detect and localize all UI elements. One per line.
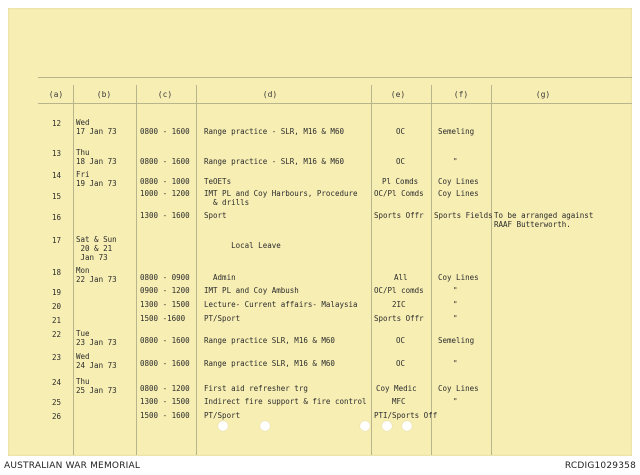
activity-cell: First aid refresher trg [204,384,308,393]
document-page [8,8,632,456]
row-number: 16 [52,213,62,222]
column-header: (g) [535,90,551,99]
column-rule [73,85,74,455]
day-date: Wed 17 Jan 73 [76,118,117,136]
time-cell: 0800 - 1600 [140,336,190,345]
activity-cell: Sport [204,211,227,220]
conducted-by-cell: OC [396,157,406,166]
day-date: Thu 18 Jan 73 [76,148,117,166]
conducted-by-cell: OC [396,359,406,368]
location-cell: " [453,300,458,309]
time-cell: 1300 - 1600 [140,211,190,220]
activity-cell: Range practice - SLR, M16 & M60 [204,157,344,166]
day-date: Mon 22 Jan 73 [76,266,117,284]
conducted-by-cell: Sports Offr [374,211,424,220]
location-cell: " [453,397,458,406]
row-number: 23 [52,353,62,362]
column-header: (d) [262,90,278,99]
location-cell: Coy Lines [438,177,479,186]
location-cell: Semeling [438,336,475,345]
column-rule [136,85,137,455]
punch-hole [402,421,412,431]
conducted-by-cell: PTI/Sports Off [374,411,438,420]
time-cell: 0800 - 0900 [140,273,190,282]
location-cell: Coy Lines [438,189,479,198]
location-cell: Coy Lines [438,273,479,282]
conducted-by-cell: OC/Pl comds [374,286,424,295]
activity-cell: PT/Sport [204,411,241,420]
time-cell: 0900 - 1200 [140,286,190,295]
conducted-by-cell: 2IC [392,300,406,309]
location-cell: " [453,314,458,323]
conducted-by-cell: OC/Pl Comds [374,189,424,198]
row-number: 18 [52,268,62,277]
day-date: Wed 24 Jan 73 [76,352,117,370]
table-header-rule [38,103,632,104]
row-number: 15 [52,192,62,201]
column-rule [431,85,432,455]
time-cell: 1500 - 1600 [140,411,190,420]
day-date: Sat & Sun 20 & 21 Jan 73 [76,235,117,262]
time-cell: 1300 - 1500 [140,397,190,406]
column-header: (f) [453,90,469,99]
row-number: 13 [52,149,62,158]
location-cell: Coy Lines [438,384,479,393]
column-header: (e) [390,90,406,99]
conducted-by-cell: Coy Medic [376,384,417,393]
activity-cell: Indirect fire support & fire control [204,397,367,406]
day-date: Tue 23 Jan 73 [76,329,117,347]
row-number: 17 [52,236,62,245]
location-cell: Semeling [438,127,475,136]
location-cell: " [453,286,458,295]
time-cell: 1000 - 1200 [140,189,190,198]
time-cell: 0800 - 1200 [140,384,190,393]
row-number: 24 [52,378,62,387]
day-date: Fri 19 Jan 73 [76,170,117,188]
day-date: Thu 25 Jan 73 [76,377,117,395]
punch-hole [260,421,270,431]
row-number: 14 [52,171,62,180]
row-number: 26 [52,412,62,421]
location-cell: Sports Fields [434,211,493,220]
activity-cell: Range practice - SLR, M16 & M60 [204,127,344,136]
activity-cell: Local Leave [204,241,281,250]
activity-cell: TeOETs [204,177,232,186]
row-number: 19 [52,288,62,297]
activity-cell: PT/Sport [204,314,241,323]
location-cell: " [453,157,458,166]
punch-hole [218,421,228,431]
punch-hole [382,421,392,431]
conducted-by-cell: Pl Comds [382,177,419,186]
punch-hole [360,421,370,431]
conducted-by-cell: All [394,273,408,282]
remarks-cell: To be arranged against RAAF Butterworth. [494,211,594,229]
column-rule [196,85,197,455]
conducted-by-cell: MFC [392,397,406,406]
time-cell: 0800 - 1000 [140,177,190,186]
column-header: (a) [48,90,64,99]
row-number: 21 [52,316,62,325]
column-rule [371,85,372,455]
table-top-rule [38,77,632,78]
column-header: (b) [96,90,112,99]
activity-cell: Lecture- Current affairs- Malaysia [204,300,358,309]
time-cell: 0800 - 1600 [140,127,190,136]
activity-cell: IMT PL and Coy Ambush [204,286,299,295]
time-cell: 1500 -1600 [140,314,186,323]
activity-cell: IMT PL and Coy Harbours, Procedure & drills [204,189,358,207]
activity-cell: Range practice SLR, M16 & M60 [204,336,335,345]
row-number: 12 [52,119,62,128]
row-number: 25 [52,398,62,407]
row-number: 22 [52,330,62,339]
location-cell: " [453,359,458,368]
row-number: 20 [52,302,62,311]
activity-cell: Admin [204,273,236,282]
column-header: (c) [157,90,173,99]
conducted-by-cell: OC [396,336,406,345]
footer-archive-name: AUSTRALIAN WAR MEMORIAL [4,461,141,471]
column-rule [491,85,492,455]
conducted-by-cell: Sports Offr [374,314,424,323]
time-cell: 1300 - 1500 [140,300,190,309]
time-cell: 0800 - 1600 [140,359,190,368]
time-cell: 0800 - 1600 [140,157,190,166]
conducted-by-cell: OC [396,127,406,136]
footer-record-id: RCDIG1029358 [564,461,636,471]
activity-cell: Range practice SLR, M16 & M60 [204,359,335,368]
